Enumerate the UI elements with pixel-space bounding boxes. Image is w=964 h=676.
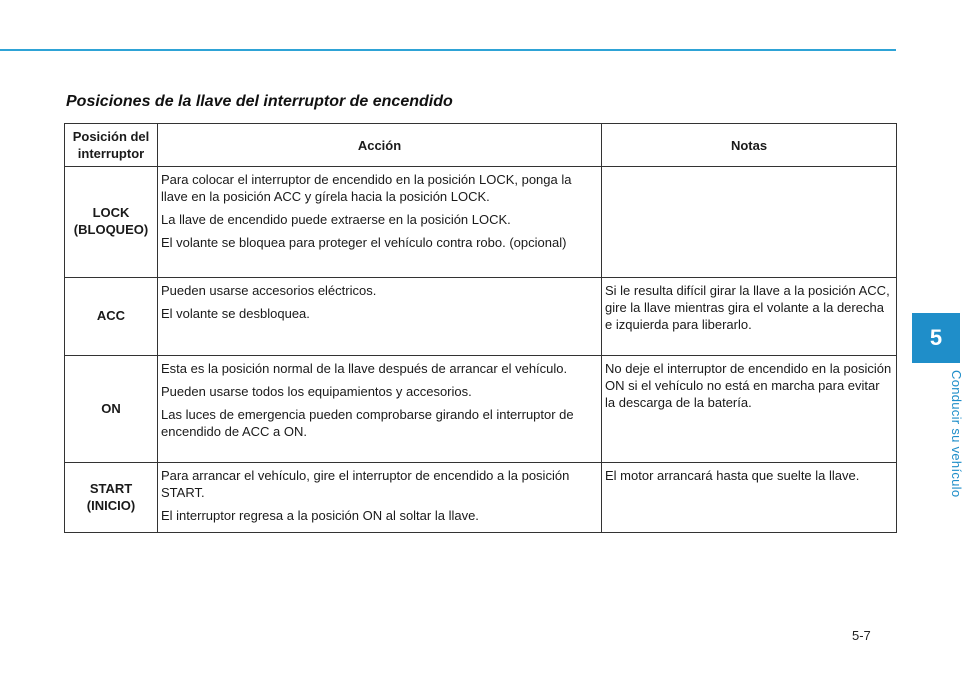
table-header-row [65, 124, 897, 167]
action-text: Esta es la posición normal de la llave después de arrancar el vehículo. [161, 361, 568, 376]
page-number: 5-7 [852, 628, 871, 643]
action-cell [158, 356, 602, 463]
header-rule [0, 49, 896, 51]
section-title: Posiciones de la llave del interruptor de encendido [66, 93, 453, 110]
header-action: Acción [158, 124, 602, 167]
table-row [65, 167, 897, 278]
table-row [65, 356, 897, 463]
action-text: Las luces de emergencia pueden comprobarse girando el interruptor de encendido de ACC a ON. [161, 407, 574, 439]
notes-cell: Si le resulta difícil girar la llave a la posición ACC, gire la llave mientras gira el volante a la derecha e izquierda para liberarlo. [602, 278, 897, 356]
notes-cell: El motor arrancará hasta que suelte la llave. [602, 463, 897, 533]
action-cell [158, 463, 602, 533]
chapter-label: Conducir su vehículo [949, 370, 964, 498]
action-text: La llave de encendido puede extraerse en la posición LOCK. [161, 212, 511, 227]
notes-cell: No deje el interruptor de encendido en la posición ON si el vehículo no está en marcha para evitar la descarga de la batería. [602, 356, 897, 463]
position-cell: ON [65, 356, 158, 463]
action-text: El volante se bloquea para proteger el vehículo contra robo. (opcional) [161, 235, 567, 250]
table-row [65, 463, 897, 533]
header-position: Posición del interruptor [65, 124, 158, 167]
action-cell [158, 278, 602, 356]
table-row [65, 278, 897, 356]
header-notes: Notas [602, 124, 897, 167]
action-cell [158, 167, 602, 278]
action-text: Pueden usarse todos los equipamientos y accesorios. [161, 384, 472, 399]
position-cell: LOCK (BLOQUEO) [65, 167, 158, 278]
ignition-positions-table [64, 123, 897, 533]
action-text: Para colocar el interruptor de encendido en la posición LOCK, ponga la llave en la posición ACC y gírela hacia la posición LOCK. [161, 172, 572, 204]
chapter-number-tab: 5 [912, 313, 960, 363]
notes-cell [602, 167, 897, 278]
position-cell: START (INICIO) [65, 463, 158, 533]
action-text: El interruptor regresa a la posición ON al soltar la llave. [161, 508, 479, 523]
action-text: Para arrancar el vehículo, gire el interruptor de encendido a la posición START. [161, 468, 570, 500]
action-text: El volante se desbloquea. [161, 306, 310, 321]
action-text: Pueden usarse accesorios eléctricos. [161, 283, 377, 298]
position-cell: ACC [65, 278, 158, 356]
